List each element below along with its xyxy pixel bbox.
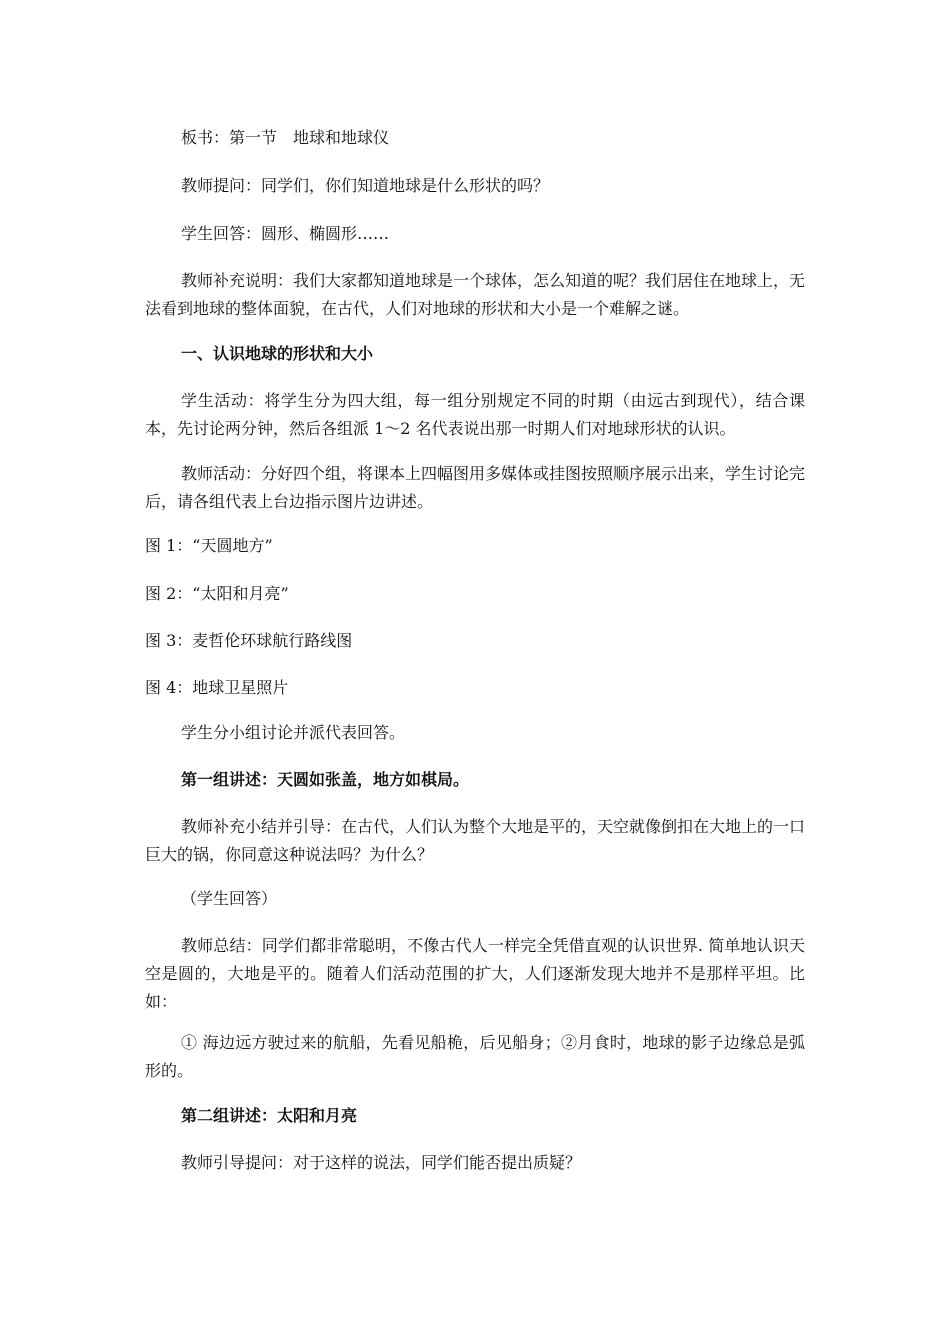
student-activity: 学生活动：将学生分为四大组，每一组分别规定不同的时期（由远古到现代），结合课本，先讨论两分钟，然后各组派 1～2 名代表说出那一时期人们对地球形状的认识。 <box>145 391 805 438</box>
figure-caption-4: 图 4：地球卫星照片 <box>145 678 289 697</box>
student-response-note: （学生回答） <box>181 889 278 908</box>
student-answer: 学生回答：圆形、椭圆形…… <box>181 224 390 243</box>
teacher-summary-guide: 教师补充小结并引导：在古代，人们认为整个大地是平的，天空就像倒扣在大地上的一口巨大的锅，你同意这种说法吗？为什么？ <box>145 817 806 864</box>
group-2-heading: 第二组讲述：太阳和月亮 <box>181 1106 358 1125</box>
teacher-conclusion: 教师总结：同学们都非常聪明，不像古代人一样完全凭借直观的认识世界. 简单地认识天空是圆的，大地是平的。随着人们活动范围的扩大，人们逐渐发现大地并不是那样平坦。比如： <box>145 936 805 1011</box>
group-discussion: 学生分小组讨论并派代表回答。 <box>181 723 406 742</box>
teacher-guiding-question: 教师引导提问：对于这样的说法，同学们能否提出质疑？ <box>181 1153 582 1172</box>
figure-caption-1: 图 1：“天圆地方” <box>145 536 273 555</box>
teacher-question: 教师提问：同学们，你们知道地球是什么形状的吗？ <box>181 176 550 195</box>
section-heading: 一、认识地球的形状和大小 <box>181 344 374 363</box>
figure-caption-3: 图 3：麦哲伦环球航行路线图 <box>145 631 353 650</box>
teacher-explanation: 教师补充说明：我们大家都知道地球是一个球体，怎么知道的呢？我们居住在地球上，无法看到地球的整体面貌，在古代，人们对地球的形状和大小是一个难解之谜。 <box>145 271 806 318</box>
group-1-heading: 第一组讲述：天圆如张盖，地方如棋局。 <box>181 770 470 789</box>
evidence-examples: ① 海边远方驶过来的航船，先看见船桅，后见船身；②月食时，地球的影子边缘总是弧形的。 <box>145 1033 805 1080</box>
teacher-activity: 教师活动：分好四个组，将课本上四幅图用多媒体或挂图按照顺序展示出来，学生讨论完后，请各组代表上台边指示图片边讲述。 <box>145 464 806 511</box>
board-heading: 板书：第一节 地球和地球仪 <box>181 128 390 147</box>
figure-caption-2: 图 2：“太阳和月亮” <box>145 584 289 603</box>
